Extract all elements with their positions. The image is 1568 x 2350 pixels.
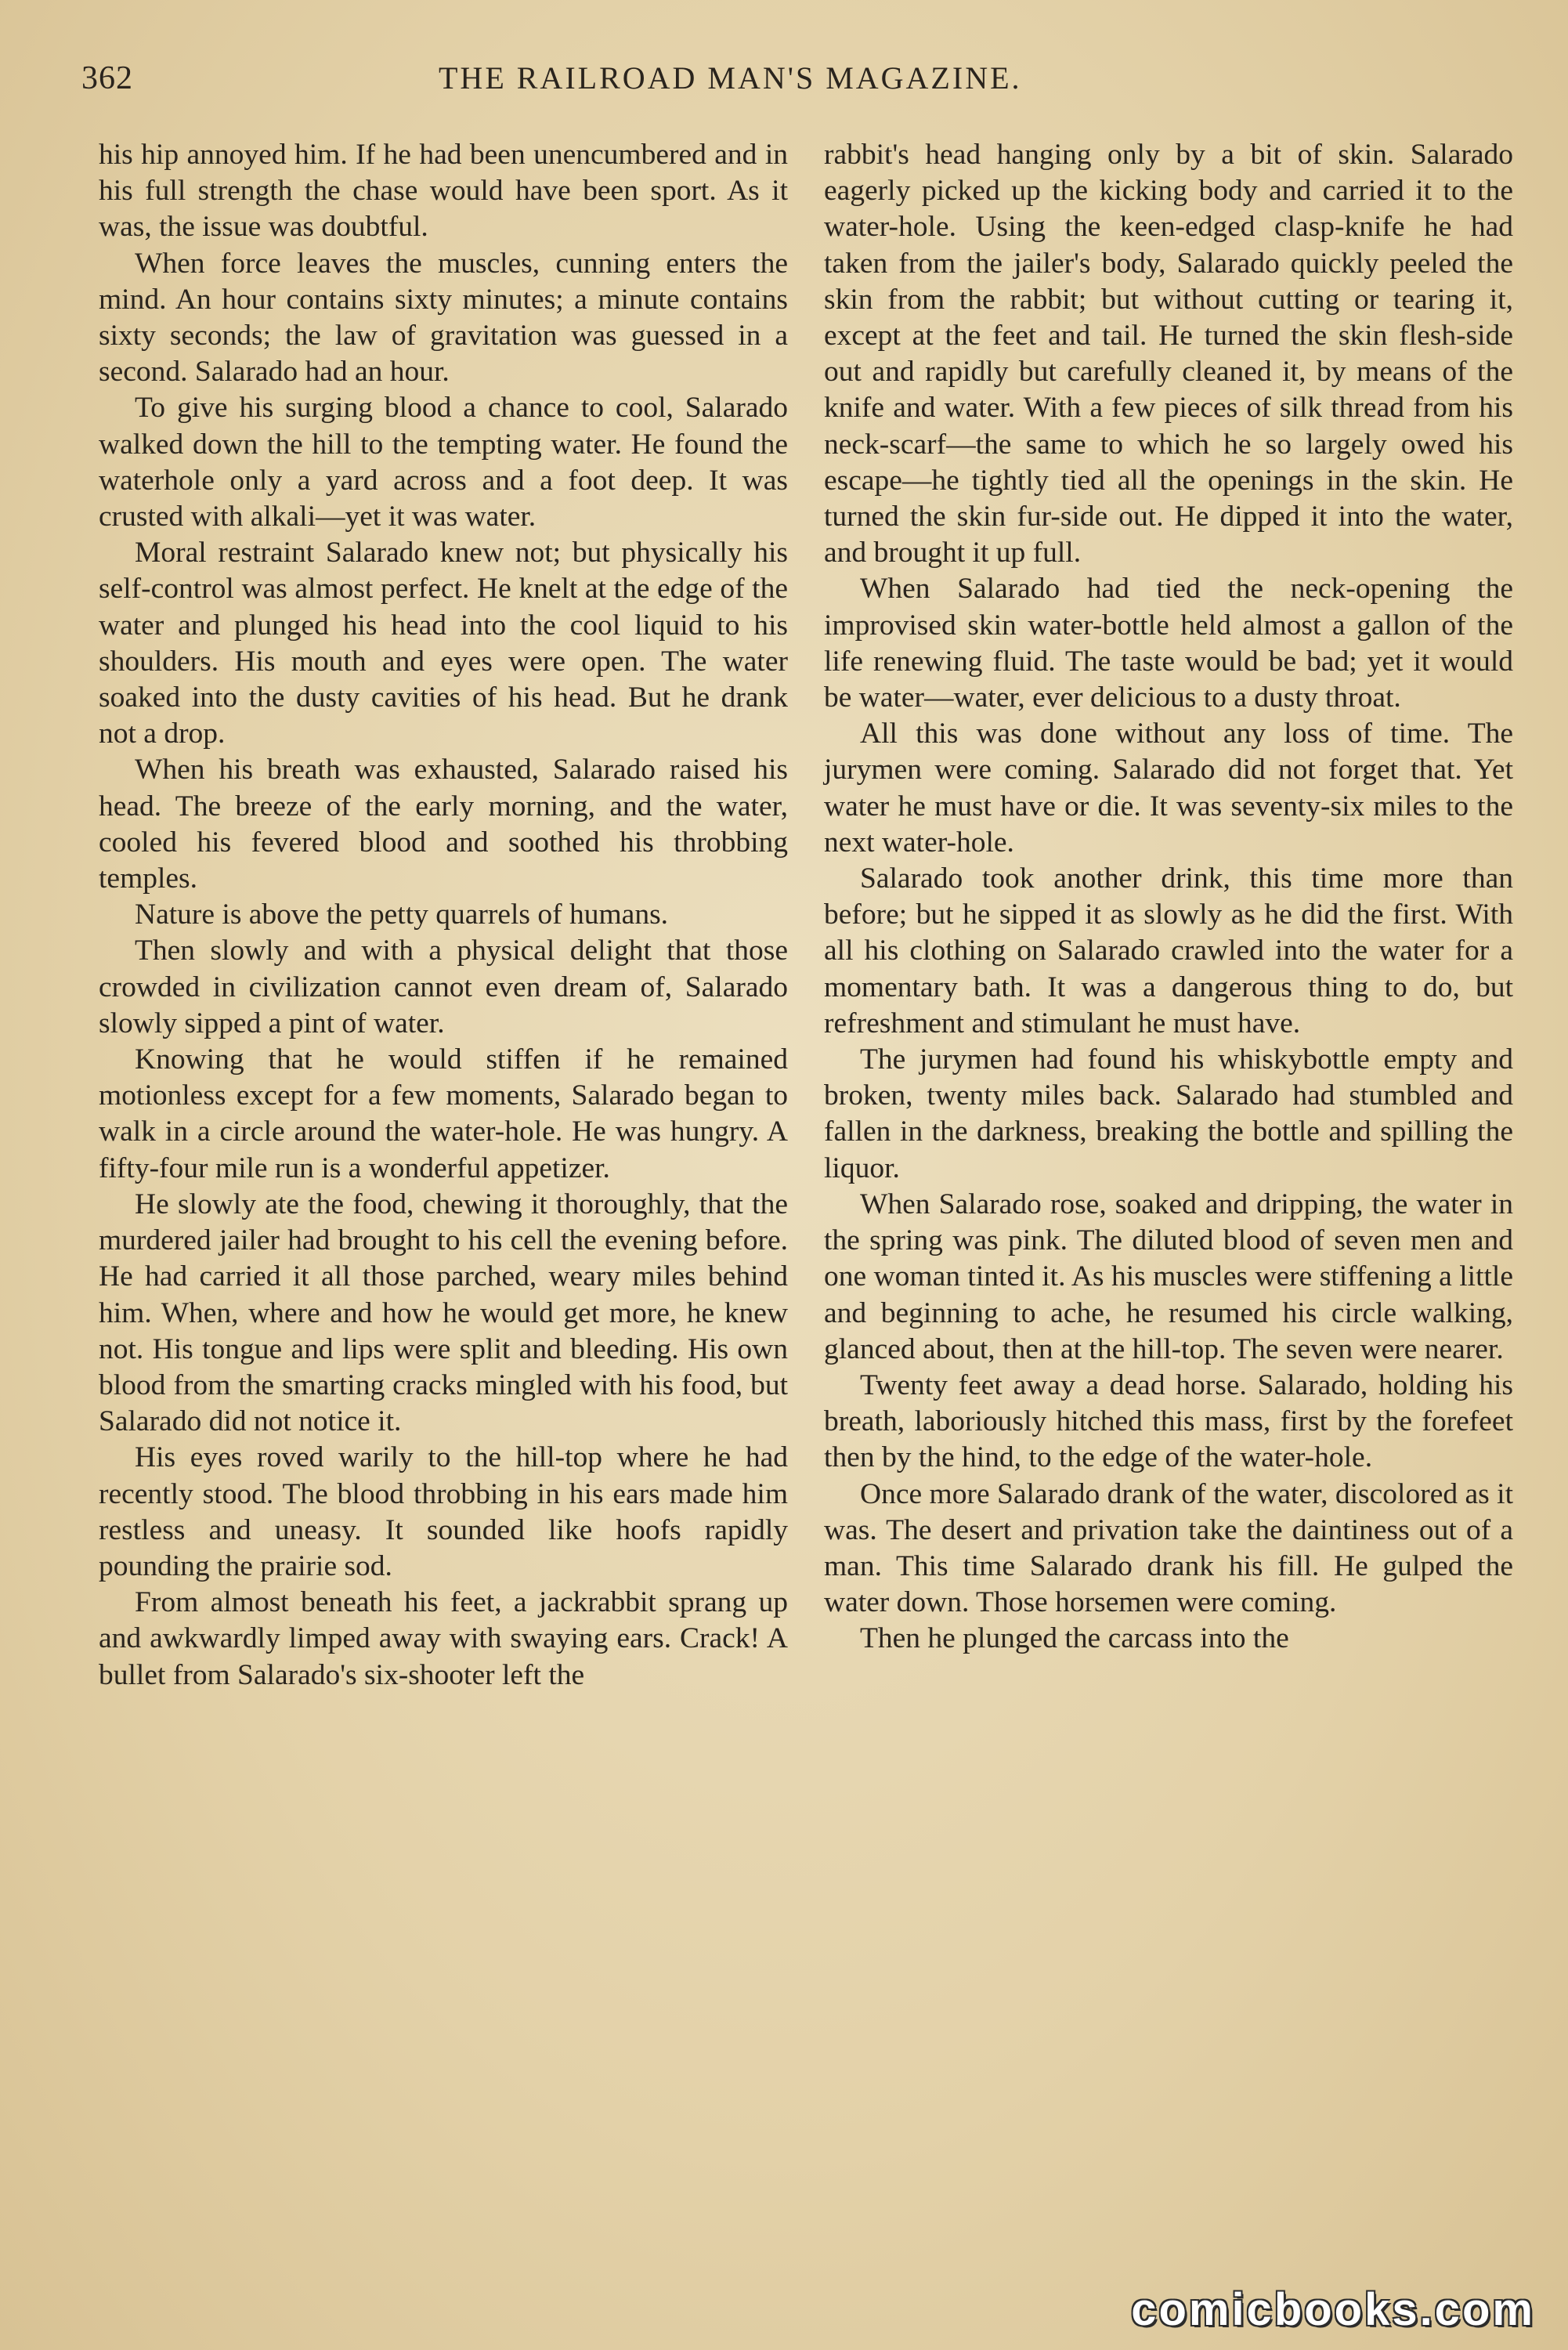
paragraph: When force leaves the muscles, cunning enters the mind. An hour contains sixty minutes; a minute contains sixty seconds; the law of gravitation was guessed in a second. Salarado had an hour. — [99, 247, 788, 389]
paragraph: Once more Salarado drank of the water, discolored as it was. The desert and privation take the daintiness out of a man. This time Salarado drank his fill. He gulped the water down. Those horsemen were coming. — [824, 1477, 1513, 1619]
watermark: comicbooks.com — [1131, 2284, 1535, 2335]
paragraph: All this was done without any loss of time. The jurymen were coming. Salarado did not forget that. Yet water he must have or die. It was seventy-six miles to the next water-hole. — [824, 718, 1513, 859]
paragraph: He slowly ate the food, chewing it thoroughly, that the murdered jailer had brought to his cell the evening before. He had carried it all those parched, weary miles behind him. When, where and how he would get more, he knew not. His tongue and lips were split and bleeding. His own blood from the smarting cracks mingled with his food, but Salarado did not notice it. — [99, 1188, 788, 1438]
paragraph: His eyes roved warily to the hill-top where he had recently stood. The blood throbbing in his ears made him restless and uneasy. It sounded like hoofs rapidly pounding the prairie sod. — [99, 1441, 788, 1582]
paragraph: Then slowly and with a physical delight that those crowded in civilization cannot even dream of, Salarado slowly sipped a pint of water. — [99, 935, 788, 1039]
paragraph: When Salarado had tied the neck-opening the improvised skin water-bottle held almost a gallon of the life renewing fluid. The taste would be bad; yet it would be water—water, ever delicious to a dusty throat. — [824, 573, 1513, 714]
paragraph: rabbit's head hanging only by a bit of skin. Salarado eagerly picked up the kicking body and carried it to the water-hole. Using the keen-edged clasp-knife he had taken from the jailer's body, Salarado quickly peeled the skin from the rabbit; but without cutting or tearing it, except at the feet and tail. He turned the skin flesh-side out and rapidly but carefully cleaned it, by means of the knife and water. With a few pieces of silk thread from his neck-scarf—the same to which he so largely owed his escape—he tightly tied all the openings in the skin. He turned the skin fur-side out. He dipped it into the water, and brought it up full. — [824, 139, 1513, 569]
paragraph: When Salarado rose, soaked and dripping, the water in the spring was pink. The diluted blood of seven men and one woman tinted it. As his muscles were stiffening a little and beginning to ache, he resumed his circle walking, glanced about, then at the hill-top. The seven were nearer. — [824, 1188, 1513, 1365]
paragraph: Then he plunged the carcass into the — [860, 1622, 1289, 1655]
paragraph: From almost beneath his feet, a jackrabbit sprang up and awkwardly limped away with swaying ears. Crack! A bullet from Salarado's six-shooter left the — [99, 1586, 788, 1691]
paragraph: Twenty feet away a dead horse. Salarado, holding his breath, laboriously hitched this mass, first by the forefeet then by the hind, to the edge of the water-hole. — [824, 1368, 1513, 1474]
paragraph: The jurymen had found his whiskybottle empty and broken, twenty miles back. Salarado had stumbled and fallen in the darkness, breaking the bottle and spilling the liquor. — [824, 1043, 1513, 1184]
paragraph: To give his surging blood a chance to cool, Salarado walked down the hill to the tempting water. He found the waterhole only a yard across and a foot deep. It was crusted with alkali—yet it was water. — [99, 392, 788, 533]
left-column — [99, 137, 788, 1694]
right-column — [824, 137, 1513, 1658]
paragraph: Moral restraint Salarado knew not; but physically his self-control was almost perfect. He knelt at the edge of the water and plunged his head into the cool liquid to his shoulders. His mouth and eyes were open. The water soaked into the dusty cavities of his head. But he drank not a drop. — [99, 537, 788, 750]
paragraph: When his breath was exhausted, Salarado raised his head. The breeze of the early morning, and the water, cooled his fevered blood and soothed his throbbing temples. — [99, 754, 788, 895]
running-head: THE RAILROAD MAN'S MAGAZINE. — [439, 60, 1022, 96]
paragraph: his hip annoyed him. If he had been unencumbered and in his full strength the chase would have been sport. As it was, the issue was doubtful. — [99, 139, 788, 244]
paragraph: Nature is above the petty quarrels of humans. — [135, 898, 669, 931]
paragraph: Salarado took another drink, this time more than before; but he sipped it as slowly as he did the first. With all his clothing on Salarado crawled into the water for a momentary bath. It was a dangerous thing to do, but refreshment and stimulant he must have. — [824, 862, 1513, 1039]
page-number: 362 — [81, 60, 133, 96]
paragraph: Knowing that he would stiffen if he remained motionless except for a few moments, Salarado began to walk in a circle around the water-hole. He was hungry. A fifty-four mile run is a wonderful appetizer. — [99, 1043, 788, 1184]
